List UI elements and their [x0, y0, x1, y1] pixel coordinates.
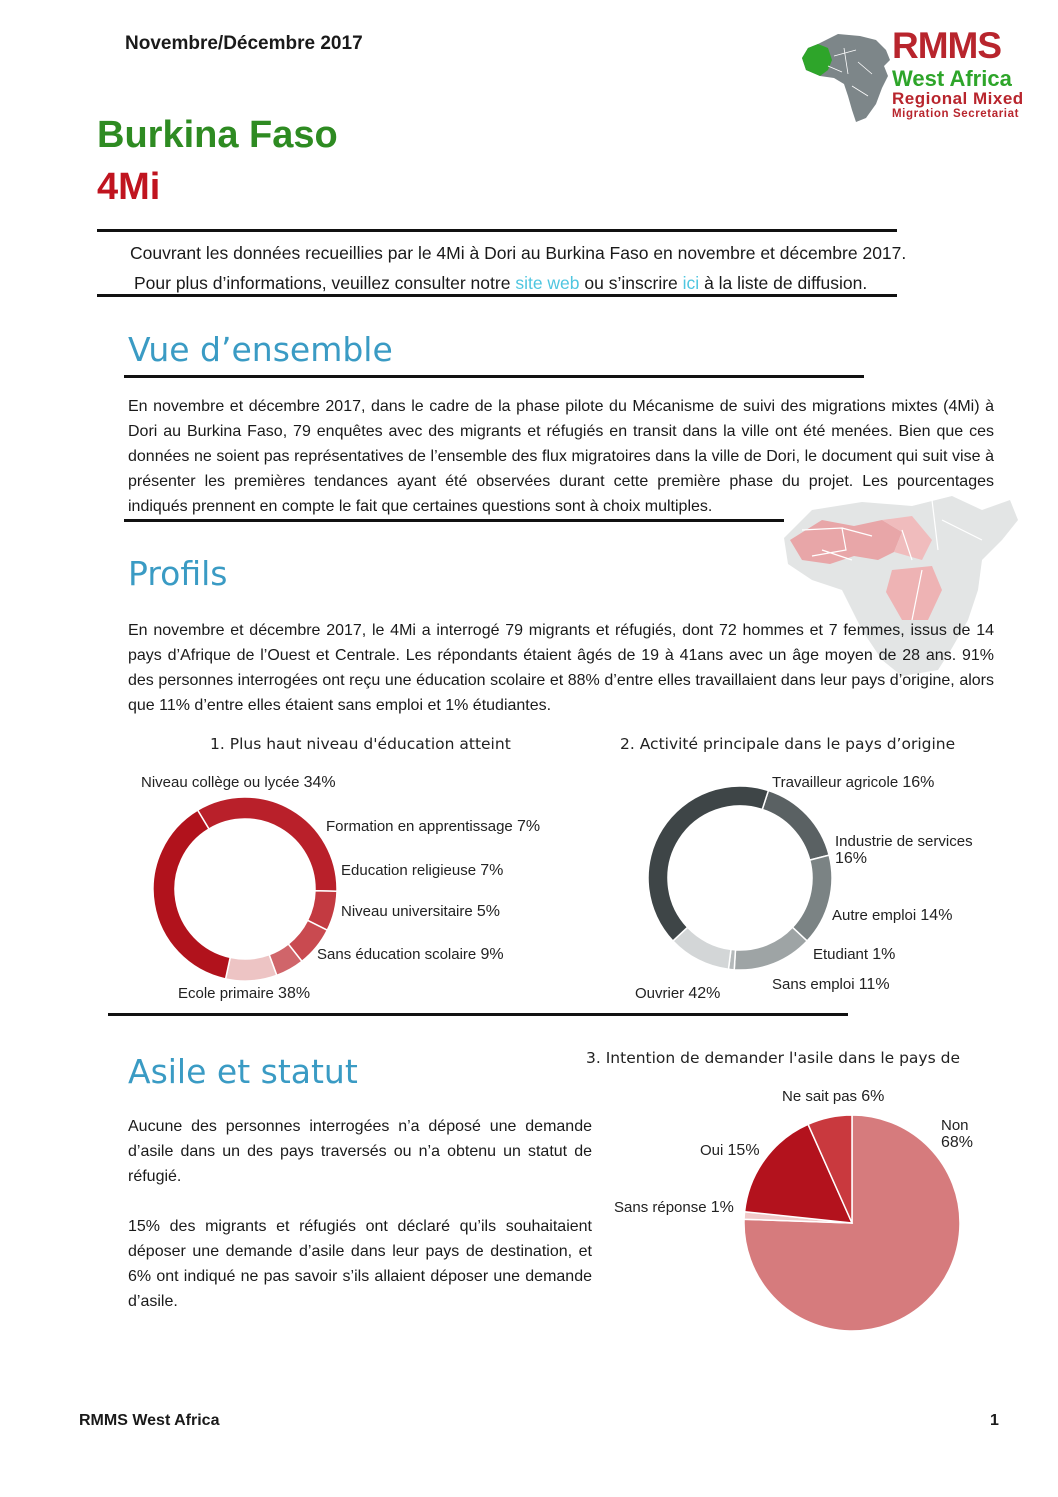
chart3-label-0: Non 68%	[941, 1117, 974, 1151]
overview-text: En novembre et décembre 2017, dans le cadre de la phase pilote du Mécanisme de suivi des migrations mixtes (4Mi) à Dori au Burkina Faso, 79 enquêtes avec des migrants et réfugiés en transit dans la ville ont été menées. Bien que ces données ne soient pas représentatives de l’ensemble des flux migratoires dans la ville de Dori, le document qui suit vise à présenter les premières tendances ayant été observées durant cette première phase du projet. Les pourcentages indiqués prennent en compte le fait que certaines questions sont à choix multiples.	[128, 398, 994, 515]
profiles-heading: Profils	[128, 554, 228, 593]
slice-niveau-coll-ge-ou-lyc-e	[198, 797, 337, 891]
divider	[97, 294, 897, 297]
logo-rmms: RMMS	[892, 25, 1002, 66]
chart2-label-1: Industrie de services 16%	[835, 833, 973, 867]
asylum-para-2: 15% des migrants et réfugiés ont déclaré qu’ils souhaitaient déposer une demande d’asile dans leur pays de destination, et 6% ont indiqué ne pas savoir s’ils allaient déposer une demande d’asile.	[128, 1218, 592, 1310]
chart1-label-2: Education religieuse 7%	[341, 862, 504, 879]
chart1-title: 1. Plus haut niveau d'éducation atteint	[210, 735, 511, 753]
chart2-label-4: Sans emploi 11%	[772, 976, 890, 993]
slice-travailleur-agricole	[762, 791, 829, 861]
chart3-label-2: Oui 15%	[700, 1142, 760, 1159]
divider	[124, 375, 864, 378]
asylum-intention-pie-chart	[743, 1114, 963, 1334]
footer-org: RMMS West Africa	[79, 1412, 220, 1429]
chart3-label-1: Sans réponse 1%	[614, 1199, 734, 1216]
intro-line-2c: à la liste de diffusion.	[704, 273, 868, 293]
divider	[97, 229, 897, 232]
chart1-label-5: Ecole primaire 38%	[178, 985, 311, 1002]
asylum-heading: Asile et statut	[128, 1052, 358, 1091]
intro-line-1: Couvrant les données recueillies par le 4Mi à Dori au Burkina Faso en novembre et décembre 2017.	[130, 243, 907, 263]
chart2-label-5: Ouvrier 42%	[635, 985, 721, 1002]
chart3-label-3: Ne sait pas 6%	[782, 1088, 885, 1105]
slice-sans-ducation-scolaire	[226, 955, 277, 981]
profiles-text: En novembre et décembre 2017, le 4Mi a interrogé 79 migrants et réfugiés, dont 72 hommes et 7 femmes, issus de 14 pays d’Afrique de l’Ouest et Centrale. Les répondants étaient âgés de 19 à 41ans avec un âge moyen de 28 ans. 91% des personnes interrogées ont reçu une éducation scolaire et 88% d’entre elles travaillaient dans leur pays d’origine, alors que 11% d’entre elles étaient sans emploi et 1% étudiantes.	[128, 622, 994, 714]
program-title: 4Mi	[97, 166, 161, 208]
chart1-label-1: Formation en apprentissage 7%	[326, 818, 541, 835]
intro-line-2a: Pour plus d’informations, veuillez consulter notre	[134, 273, 511, 293]
intro-text	[130, 238, 906, 298]
subscribe-link[interactable]: ici	[682, 273, 700, 293]
overview-heading: Vue d’ensemble	[128, 330, 393, 369]
logo-regional-mixed: Regional Mixed	[892, 89, 1024, 108]
logo-migration-secretariat: Migration Secretariat	[892, 108, 1019, 120]
website-link[interactable]: site web	[515, 273, 580, 293]
asylum-para-1: Aucune des personnes interrogées n’a déposé une demande d’asile dans un des pays traversés ou n’a obtenu un statut de réfugié.	[128, 1118, 592, 1185]
rmms-logo	[798, 26, 1038, 126]
divider	[108, 1013, 848, 1016]
chart2-label-2: Autre emploi 14%	[832, 907, 953, 924]
slice-industrie-de-services	[792, 855, 832, 941]
page-number: 1	[990, 1412, 999, 1429]
chart3-title: 3. Intention de demander l'asile dans le pays de	[586, 1049, 960, 1067]
chart1-label-0: Niveau collège ou lycée 34%	[141, 774, 336, 791]
report-date: Novembre/Décembre 2017	[125, 33, 363, 54]
slice-ouvrier	[648, 786, 768, 941]
slice-ecole-primaire	[153, 810, 230, 979]
chart1-label-4: Sans éducation scolaire 9%	[317, 946, 504, 963]
logo-west-africa: West Africa	[892, 66, 1012, 91]
country-title: Burkina Faso	[97, 114, 338, 156]
chart2-label-3: Etudiant 1%	[813, 946, 896, 963]
chart2-label-0: Travailleur agricole 16%	[772, 774, 935, 791]
chart1-label-3: Niveau universitaire 5%	[341, 903, 501, 920]
intro-line-2b: ou s’inscrire	[584, 273, 678, 293]
slice-autre-emploi	[734, 927, 807, 970]
divider	[124, 519, 784, 522]
chart2-title: 2. Activité principale dans le pays d’origine	[620, 735, 956, 753]
